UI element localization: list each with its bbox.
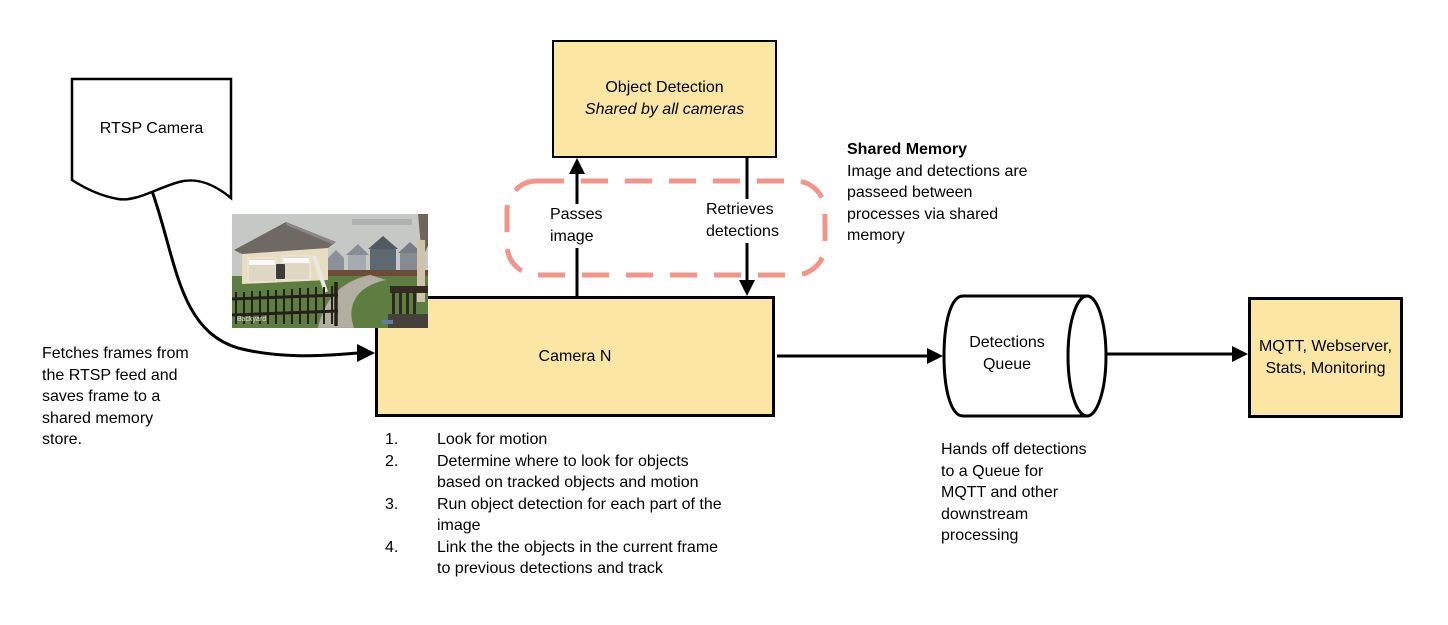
object-detection-node bbox=[552, 40, 777, 158]
camera-name-overlay: Backyard bbox=[237, 316, 267, 323]
detections-queue-label: Detections Queue bbox=[969, 334, 1045, 373]
camera-to-queue-arrow bbox=[777, 348, 943, 364]
shared-memory-note: Shared Memory Image and detections are passeed between processes via shared memory bbox=[847, 139, 1067, 247]
outputs-label: MQTT, Webserver, Stats, Monitoring bbox=[1258, 337, 1393, 377]
rtsp-camera-label: RTSP Camera bbox=[99, 120, 204, 137]
hands-off-note: Hands off detections to a Queue for MQTT and other downstream processing bbox=[941, 441, 1087, 544]
fetch-note: Fetches frames from the RTSP feed and saves frame to a shared memory store. bbox=[42, 345, 189, 448]
outputs-node bbox=[1248, 297, 1403, 418]
object-detection-subtitle: Shared by all cameras bbox=[584, 101, 745, 118]
timestamp-overlay bbox=[352, 219, 412, 225]
queue-to-outputs-arrow bbox=[1106, 346, 1248, 362]
retrieves-detections-label: Retrieves detections bbox=[704, 199, 781, 243]
shared-memory-note-title: Shared Memory bbox=[847, 141, 968, 158]
rtsp-camera-node bbox=[72, 80, 231, 178]
camera-n-node bbox=[375, 296, 775, 417]
step-item: Link the the objects in the current frame to previous detections and track bbox=[437, 538, 719, 577]
passes-image-label: Passes image bbox=[548, 204, 604, 248]
object-detection-title: Object Detection bbox=[605, 79, 724, 96]
step-item: Look for motion bbox=[437, 431, 548, 448]
camera-snapshot-image bbox=[232, 214, 428, 328]
camera-n-label: Camera N bbox=[538, 347, 612, 365]
step-item: Run object detection for each part of the image bbox=[437, 495, 722, 534]
step-item: Determine where to look for objects based on tracked objects and motion bbox=[437, 452, 699, 491]
camera-steps-list bbox=[383, 429, 783, 580]
